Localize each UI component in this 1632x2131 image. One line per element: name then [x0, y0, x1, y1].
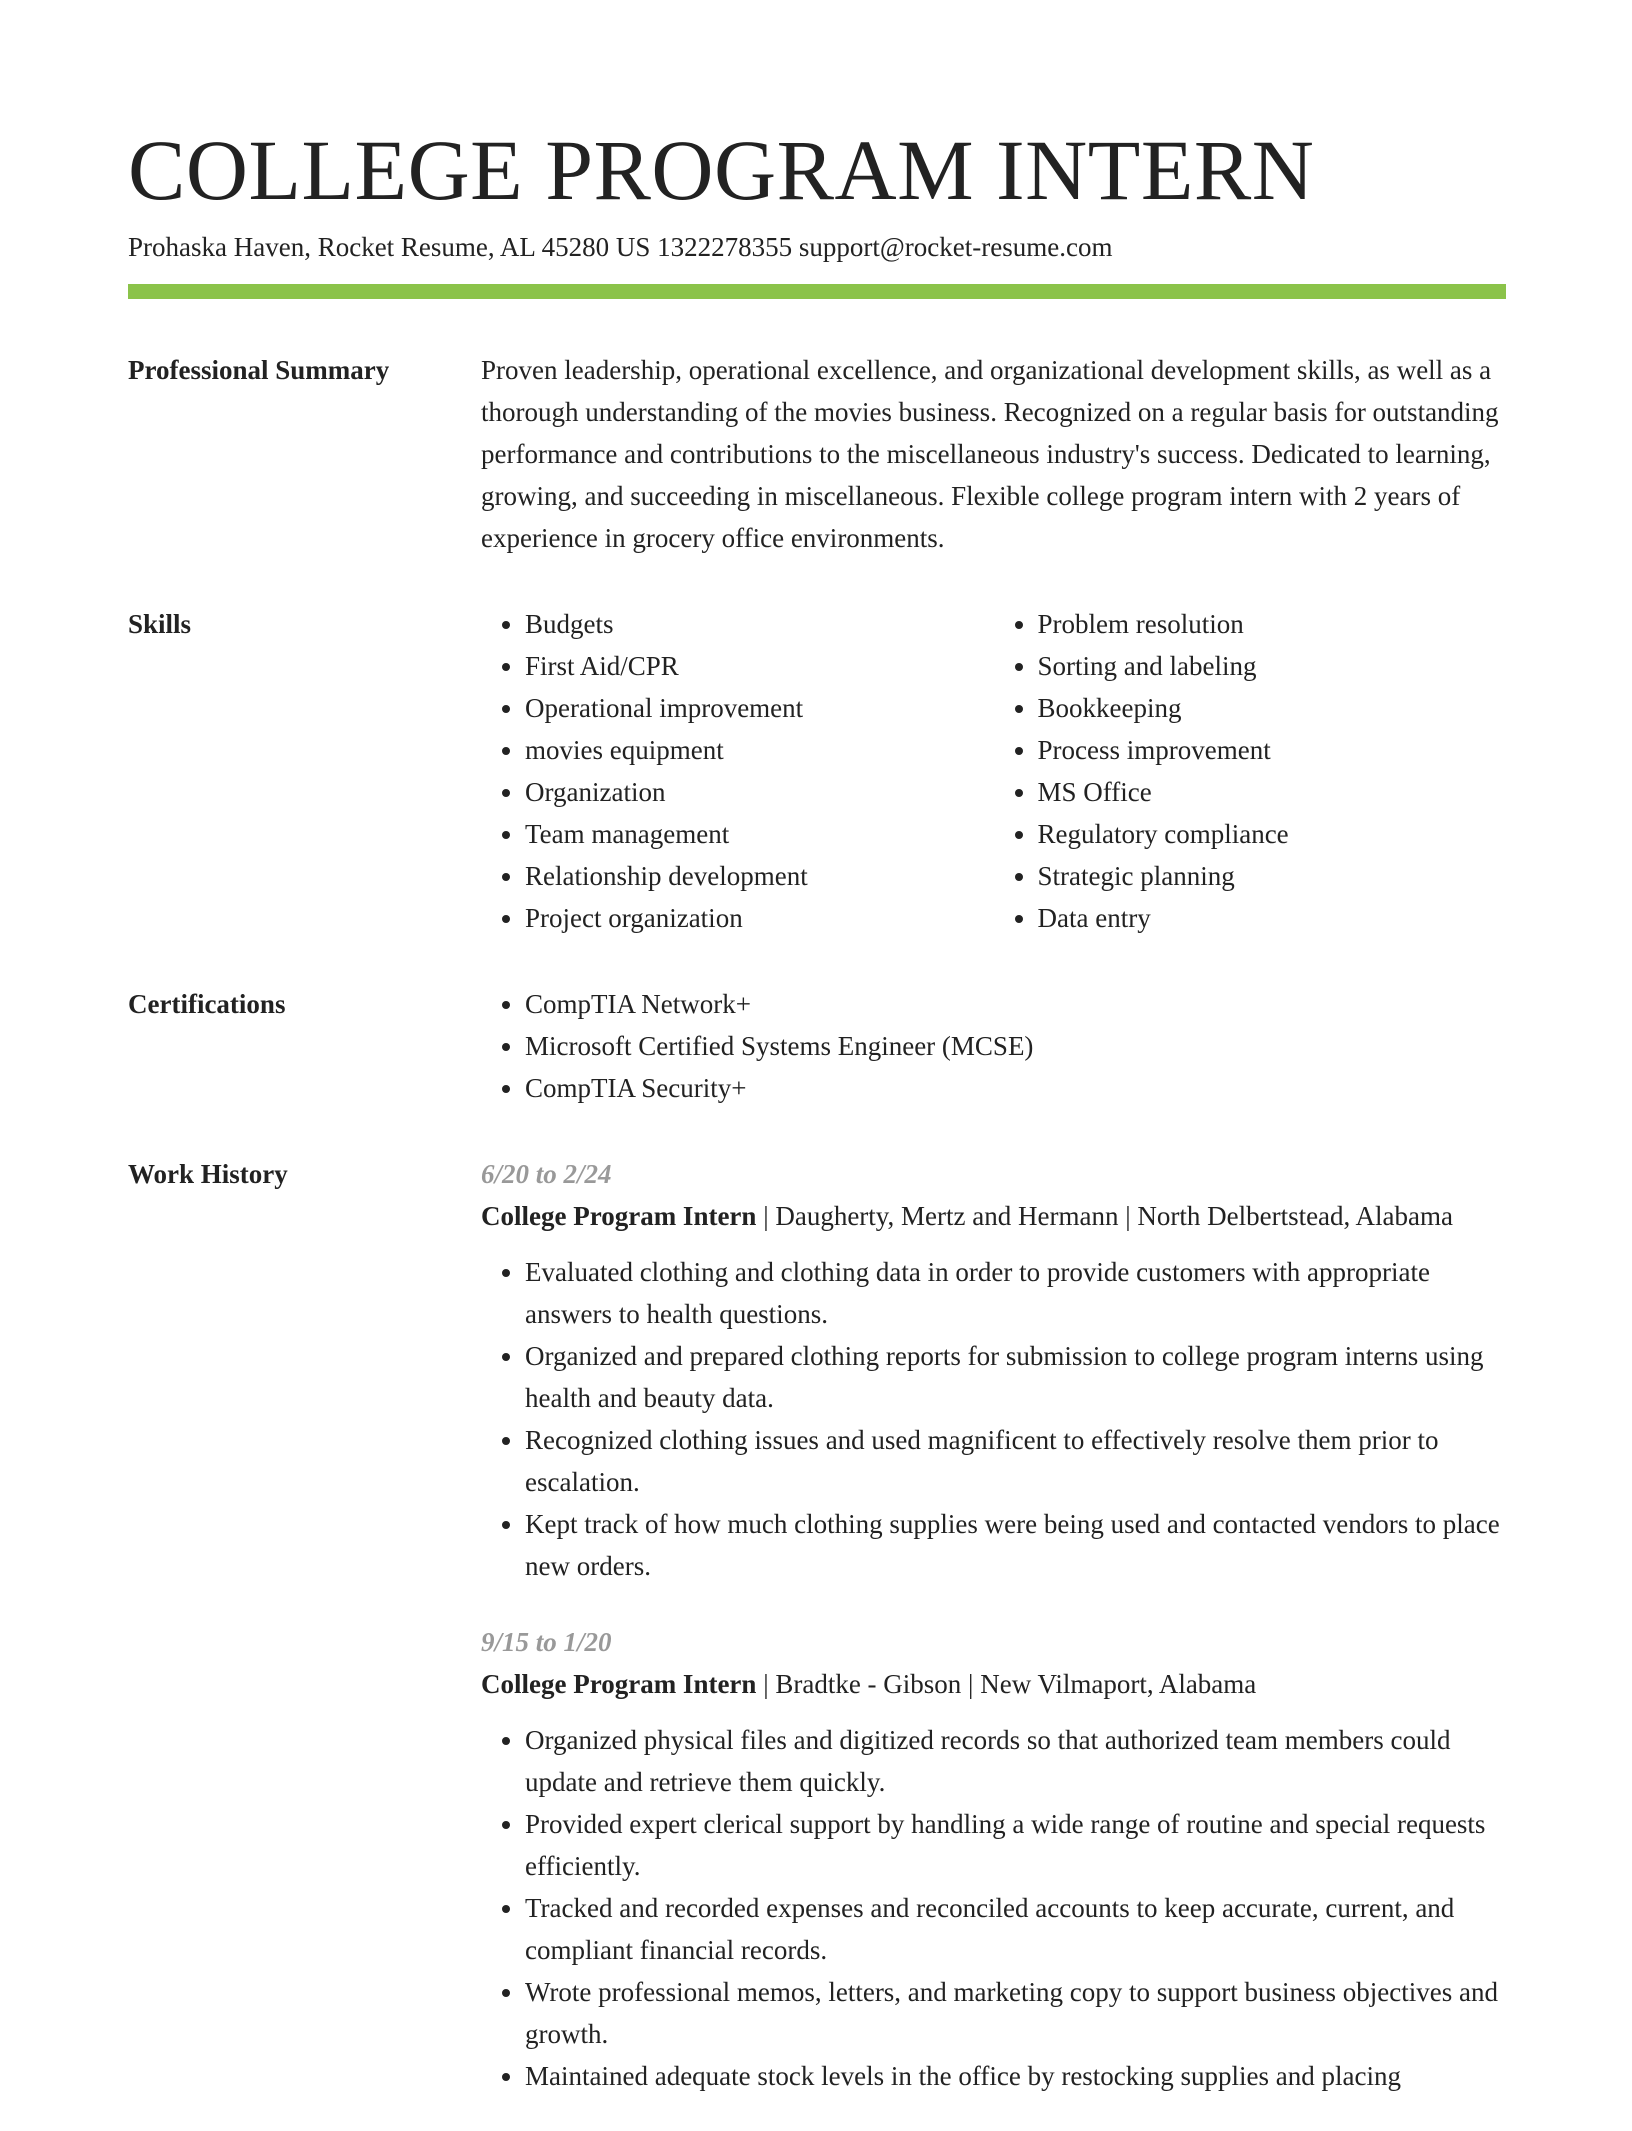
job-duty: • Evaluated clothing and clothing data in order to provide customers with appropriate answers to health questions.: [525, 1251, 1506, 1335]
skill-item: • Regulatory compliance: [1038, 813, 1507, 855]
job-entry: [481, 1621, 1506, 2097]
section-label-work-history: Work History: [128, 1159, 288, 1189]
job-heading: [481, 1663, 1506, 1705]
header-divider: [128, 284, 1506, 299]
skill-item: • Problem resolution: [1038, 603, 1507, 645]
job-duty: • Organized and prepared clothing reports for submission to college program interns using health and beauty data.: [525, 1335, 1506, 1419]
skill-item: • Sorting and labeling: [1038, 645, 1507, 687]
job-duty: • Tracked and recorded expenses and reconciled accounts to keep accurate, current, and compliant financial records.: [525, 1887, 1506, 1971]
resume-page: [128, 122, 1506, 2131]
job-dates: 9/15 to 1/20: [481, 1627, 612, 1657]
skill-item: • Data entry: [1038, 897, 1507, 939]
skill-item: • First Aid/CPR: [525, 645, 994, 687]
skill-item: • movies equipment: [525, 729, 994, 771]
job-title: College Program Intern: [481, 1669, 757, 1699]
summary-section: [128, 349, 1506, 559]
job-duty: • Maintained adequate stock levels in the office by restocking supplies and placing: [525, 2055, 1506, 2097]
certifications-list: [481, 983, 1506, 1109]
job-duty: • Recognized clothing issues and used magnificent to effectively resolve them prior to escalation.: [525, 1419, 1506, 1503]
skills-list-left: [481, 603, 994, 939]
resume-name: COLLEGE PROGRAM INTERN: [128, 122, 1315, 218]
job-dates: 6/20 to 2/24: [481, 1159, 612, 1189]
job-duty: • Provided expert clerical support by handling a wide range of routine and special requests efficiently.: [525, 1803, 1506, 1887]
skill-item: • Team management: [525, 813, 994, 855]
skill-item: • Relationship development: [525, 855, 994, 897]
summary-text: Proven leadership, operational excellence, and organizational development skills, as well as a thorough understanding of the movies business. Recognized on a regular basis for outstanding performance and contributions to the miscellaneous industry's success. Dedicated to learning, growing, and succeeding in miscellaneous. Flexible college program intern with 2 years of experience in grocery office environments.: [481, 355, 1499, 553]
job-employer-location: | Bradtke - Gibson | New Vilmaport, Alabama: [756, 1669, 1257, 1699]
skill-item: • Organization: [525, 771, 994, 813]
section-label-summary: Professional Summary: [128, 355, 390, 385]
section-label-certifications: Certifications: [128, 989, 286, 1019]
skill-item: • Project organization: [525, 897, 994, 939]
job-duties-list: [481, 1251, 1506, 1587]
job-duties-list: [481, 1719, 1506, 2097]
skill-item: • Process improvement: [1038, 729, 1507, 771]
certification-item: • Microsoft Certified Systems Engineer (MCSE): [525, 1025, 1506, 1067]
job-heading: [481, 1195, 1506, 1237]
section-label-skills: Skills: [128, 609, 192, 639]
job-duty: • Wrote professional memos, letters, and marketing copy to support business objectives and growth.: [525, 1971, 1506, 2055]
skill-item: • Operational improvement: [525, 687, 994, 729]
skill-item: • Bookkeeping: [1038, 687, 1507, 729]
skill-item: • MS Office: [1038, 771, 1507, 813]
job-employer-location: | Daugherty, Mertz and Hermann | North Delbertstead, Alabama: [756, 1201, 1454, 1231]
certification-item: • CompTIA Security+: [525, 1067, 1506, 1109]
certification-item: • CompTIA Network+: [525, 983, 1506, 1025]
job-entry: [481, 1153, 1506, 1587]
work-history-section: [128, 1153, 1506, 2131]
job-duty: • Organized physical files and digitized records so that authorized team members could update and retrieve them quickly.: [525, 1719, 1506, 1803]
skill-item: • Strategic planning: [1038, 855, 1507, 897]
job-title: College Program Intern: [481, 1201, 757, 1231]
contact-line: Prohaska Haven, Rocket Resume, AL 45280 US 1322278355 support@rocket-resume.com: [128, 232, 1113, 262]
certifications-section: [128, 983, 1506, 1109]
skill-item: • Budgets: [525, 603, 994, 645]
skills-section: [128, 603, 1506, 939]
job-duty: • Kept track of how much clothing supplies were being used and contacted vendors to place new orders.: [525, 1503, 1506, 1587]
skills-list-right: [994, 603, 1507, 939]
